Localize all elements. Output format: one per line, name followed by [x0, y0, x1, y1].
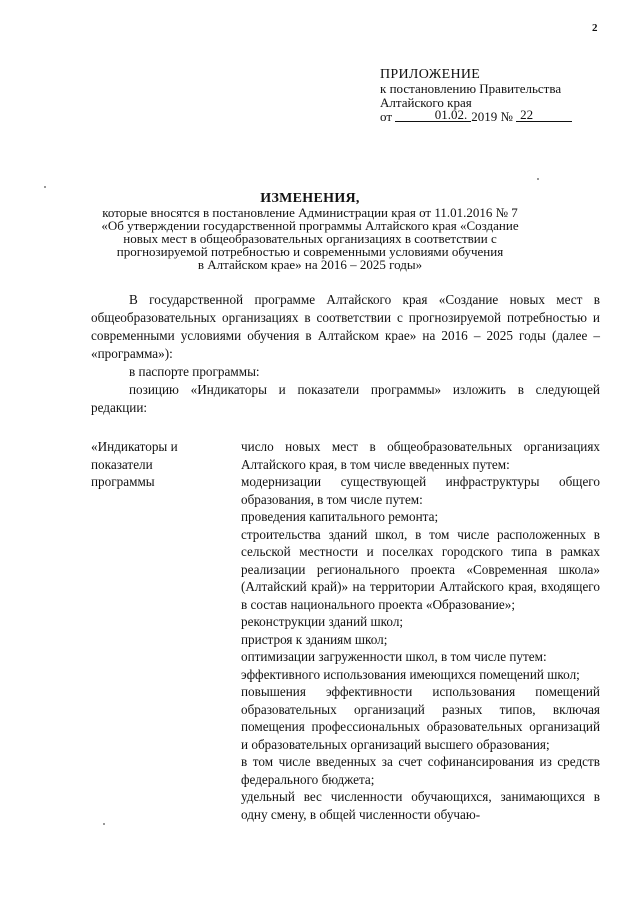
left-cell-line: показатели	[91, 456, 153, 472]
left-cell-line: «Индикаторы и	[91, 439, 178, 454]
date-value: 01.02.	[395, 108, 471, 122]
indicator-item: повышения эффективности использования помещений образовательных организаций разных типов, включая помещения профессиональных образовательных организаций и образовательных организаций высшего образования;	[241, 684, 600, 752]
indicator-item: реконструкции зданий школ;	[241, 614, 404, 629]
indicator-item: строительства зданий школ, в том числе расположенных в сельской местности и поселках городского типа в рамках реализации регионального проекта «Современная школа» (Алтайский край)» на территории Алтайского края, входящего в состав национального проекта «Образование»;	[241, 526, 600, 612]
heading-line: в Алтайском крае» на 2016 – 2025 годы»	[197, 257, 423, 272]
indicator-item: число новых мест в общеобразовательных организациях Алтайского края, в том числе введенных путем:	[241, 439, 600, 472]
heading-block	[60, 192, 560, 271]
appendix-date-line	[380, 107, 620, 124]
indicator-item: в том числе введенных за счет софинансирования из средств федерального бюджета;	[241, 754, 600, 787]
heading-line: новых мест в общеобразовательных организациях в соответствии с	[123, 231, 497, 246]
indicators-table	[91, 438, 600, 823]
item-position: позицию «Индикаторы и показатели программы» изложить в следующей редакции:	[91, 382, 600, 415]
year-label: 2019 №	[471, 109, 513, 124]
date-prefix: от	[380, 109, 393, 124]
indicator-item: эффективного использования имеющихся помещений школ;	[241, 666, 580, 682]
indicator-item: модернизации существующей инфраструктуры общего образования, в том числе путем:	[241, 474, 600, 507]
table-left-column	[91, 438, 241, 823]
appendix-line-1: к постановлению Правительства	[380, 81, 562, 96]
heading-title: ИЗМЕНЕНИЯ,	[260, 191, 360, 206]
body-text	[91, 291, 600, 417]
indicator-item: пристроя к зданиям школ;	[241, 631, 388, 647]
indicator-item: проведения капитального ремонта;	[241, 509, 439, 524]
decree-number: 22	[516, 108, 572, 122]
indicator-item: оптимизации загруженности школ, в том числе путем:	[241, 649, 547, 664]
scan-speck	[103, 823, 105, 825]
intro-paragraph: В государственной программе Алтайского края «Создание новых мест в общеобразовательных организациях в соответствии с прогнозируемой потребностью и современными условиями обучения в Алтайском крае» на 2016 – 2025 годы (далее – «программа»):	[91, 292, 600, 361]
appendix-title: ПРИЛОЖЕНИЕ	[380, 67, 481, 82]
table-right-column	[241, 438, 600, 823]
scan-speck	[537, 178, 539, 180]
appendix-line-2: Алтайского края	[380, 95, 472, 110]
item-passport: в паспорте программы:	[129, 364, 260, 379]
appendix-block	[380, 68, 620, 124]
heading-line: прогнозируемой потребностью и современными условиями обучения	[116, 244, 504, 259]
page-number: 2	[592, 22, 598, 34]
heading-line: «Об утверждении государственной программы Алтайского края «Создание	[101, 218, 519, 233]
heading-line: которые вносятся в постановление Администрации края от 11.01.2016 № 7	[102, 205, 518, 220]
indicator-item: удельный вес численности обучающихся, занимающихся в одну смену, в общей численности обучаю-	[241, 789, 600, 822]
scan-speck	[44, 186, 46, 188]
left-cell-line: программы	[91, 474, 155, 489]
